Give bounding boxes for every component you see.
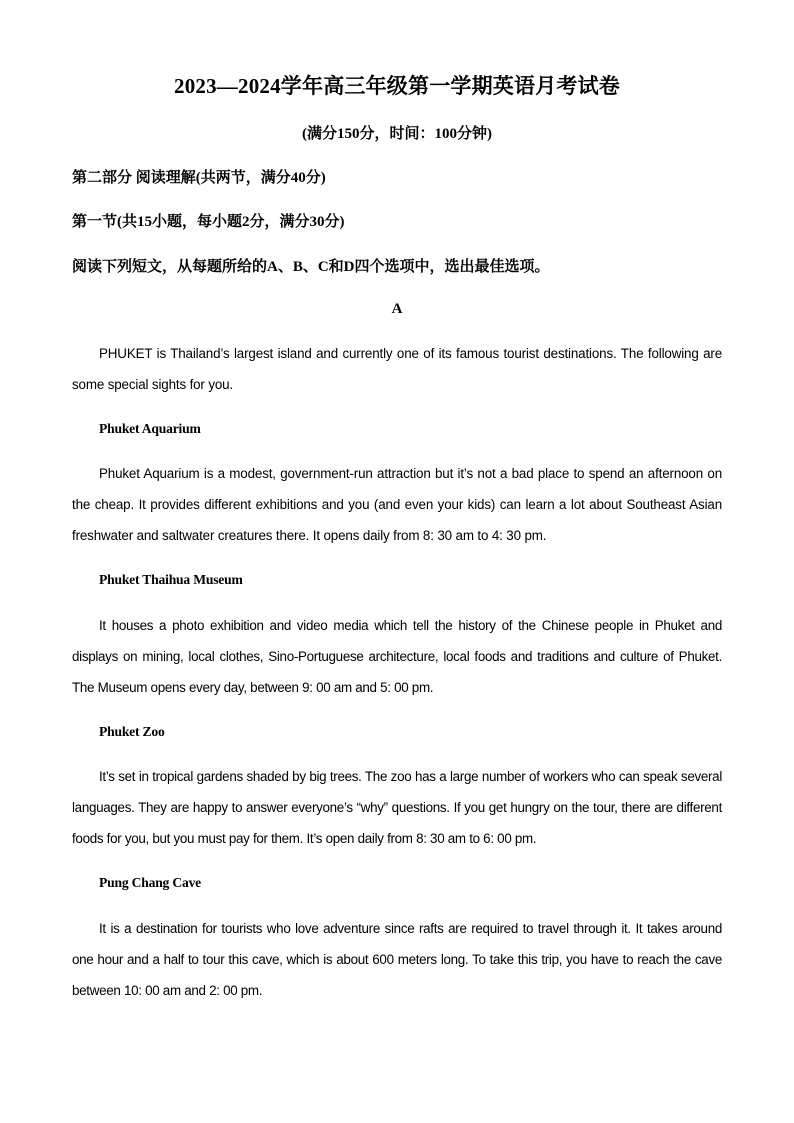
sight-heading-museum: Phuket Thaihua Museum [99,572,243,587]
sight-heading-cave: Pung Chang Cave [99,875,201,890]
passage-intro: PHUKET is Thailand’s largest island and currently one of its famous tourist destinations. The following are some special sights for you. [72,346,722,392]
sight-text-zoo: It’s set in tropical gardens shaded by big trees. The zoo has a large number of workers who can speak several languages. They are happy to answer everyone’s “why” questions. If you get hungry on the tour, there are different foods for you, but you must pay for them. It’s open daily from 8: 30 am to 6: 00 pm. [72,769,722,846]
exam-subtitle: (满分150分，时间：100分钟) [302,126,492,142]
sight-heading-aquarium: Phuket Aquarium [99,421,201,436]
instruction-text: 阅读下列短文，从每题所给的A、B、C和D四个选项中，选出最佳选项。 [72,259,550,275]
passage-letter: A [391,301,403,317]
sight-text-cave: It is a destination for tourists who love adventure since rafts are required to travel through it. It takes around one hour and a half to tour this cave, which is about 600 meters long. To take this trip, you have to reach the cave between 10: 00 am and 2: 00 pm. [72,921,722,998]
exam-title: 2023—2024学年高三年级第一学期英语月考试卷 [174,74,620,98]
section-heading: 第一节(共15小题，每小题2分，满分30分) [72,214,345,230]
sight-text-aquarium: Phuket Aquarium is a modest, government-run attraction but it’s not a bad place to spend an afternoon on the cheap. It provides different exhibitions and you (and even your kids) can learn a lot about Southeast Asian freshwater and saltwater creatures there. It opens daily from 8: 30 am to 4: 30 pm. [72,466,722,543]
part-heading: 第二部分 阅读理解(共两节，满分40分) [72,170,326,186]
sight-heading-zoo: Phuket Zoo [99,724,165,739]
sight-text-museum: It houses a photo exhibition and video media which tell the history of the Chinese people in Phuket and displays on mining, local clothes, Sino-Portuguese architecture, local foods and traditions and culture of Phuket. The Museum opens every day, between 9: 00 am and 5: 00 pm. [72,618,722,695]
